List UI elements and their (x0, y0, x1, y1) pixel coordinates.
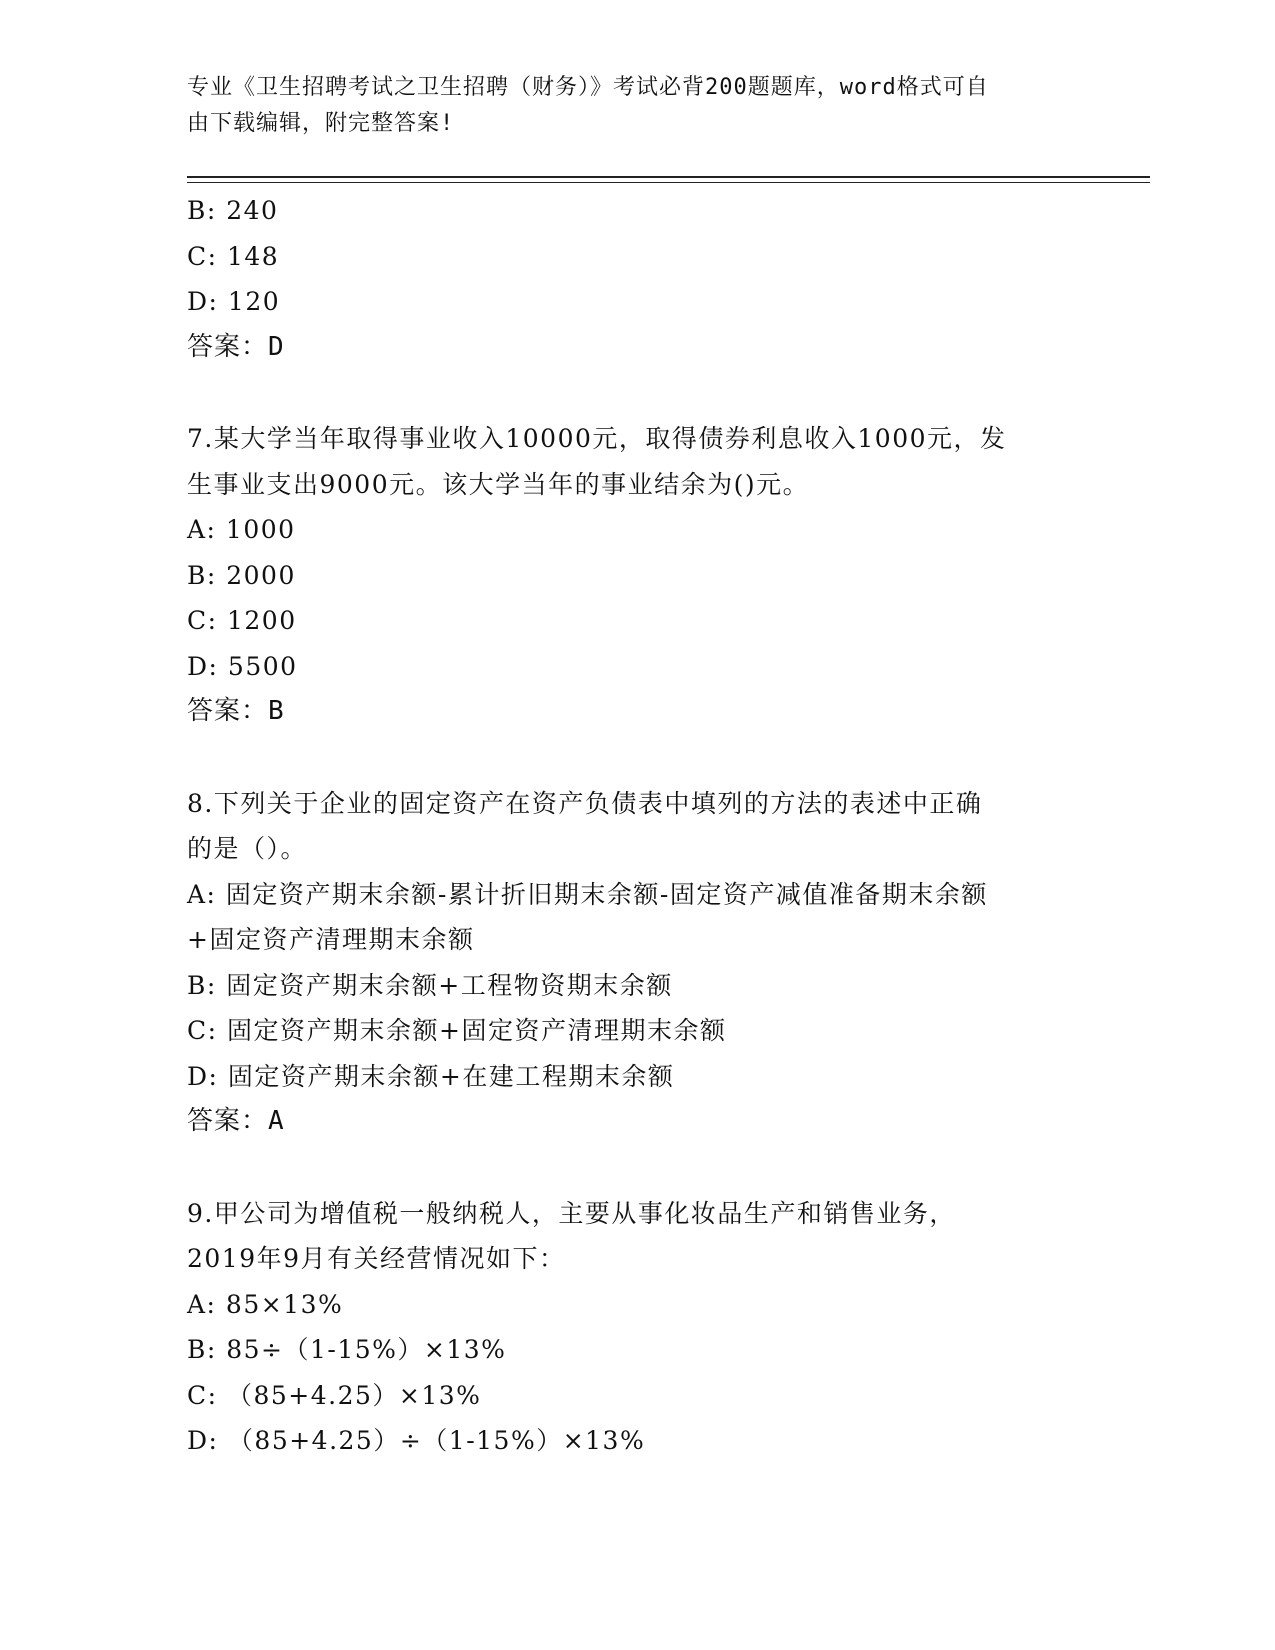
header-line-2: 由下载编辑，附完整答案! (187, 111, 455, 136)
q6-answer: 答案：D (187, 331, 285, 362)
q8-stem-line-1: 8.下列关于企业的固定资产在资产负债表中填列的方法的表述中正确 (187, 788, 983, 818)
q8-stem-line-2: 的是（）。 (187, 834, 308, 863)
q8-option-b: B: 固定资产期末余额+工程物资期末余额 (187, 970, 673, 1000)
q7-option-b: B: 2000 (187, 560, 296, 590)
q9-stem-line-2: 2019年9月有关经营情况如下： (187, 1244, 566, 1273)
q7-option-a: A: 1000 (187, 515, 296, 544)
q6-option-d: D: 120 (187, 287, 281, 316)
q7-option-c: C: 1200 (187, 606, 297, 635)
document-header (187, 70, 1087, 142)
header-rule-thick (187, 176, 1150, 178)
q9-option-a: A: 85×13% (187, 1289, 344, 1319)
header-line-1: 专业《卫生招聘考试之卫生招聘（财务）》考试必背200题题库，word格式可自 (187, 75, 989, 100)
q7-stem-line-2: 生事业支出9000元。该大学当年的事业结余为()元。 (187, 469, 810, 499)
q9-option-c: C: （85+4.25）×13% (187, 1380, 482, 1410)
q8-option-d: D: 固定资产期末余额+在建工程期末余额 (187, 1061, 675, 1091)
q8-option-c: C: 固定资产期末余额+固定资产清理期末余额 (187, 1016, 727, 1045)
q8-option-a-line-2: +固定资产清理期末余额 (187, 925, 475, 954)
q8-option-a-line-1: A: 固定资产期末余额-累计折旧期末余额-固定资产减值准备期末余额 (187, 879, 988, 909)
header-rule-thin (187, 182, 1150, 183)
question-6-tail (187, 188, 1087, 370)
q7-option-d: D: 5500 (187, 651, 298, 681)
q7-answer: 答案：B (187, 696, 285, 726)
question-8 (187, 781, 1087, 1145)
q6-option-b: B: 240 (187, 196, 279, 225)
question-7 (187, 416, 1087, 735)
q7-stem-line-1: 7.某大学当年取得事业收入10000元，取得债券利息收入1000元，发 (187, 424, 1007, 453)
q9-option-b: B: 85÷（1-15%）×13% (187, 1335, 507, 1364)
q6-option-c: C: 148 (187, 241, 280, 271)
q9-option-d: D: （85+4.25）÷（1-15%）×13% (187, 1426, 646, 1455)
q8-answer: 答案：A (187, 1106, 285, 1136)
question-9 (187, 1191, 1087, 1464)
q9-stem-line-1: 9.甲公司为增值税一般纳税人，主要从事化妆品生产和销售业务， (187, 1198, 956, 1228)
document-body (187, 188, 1087, 1464)
